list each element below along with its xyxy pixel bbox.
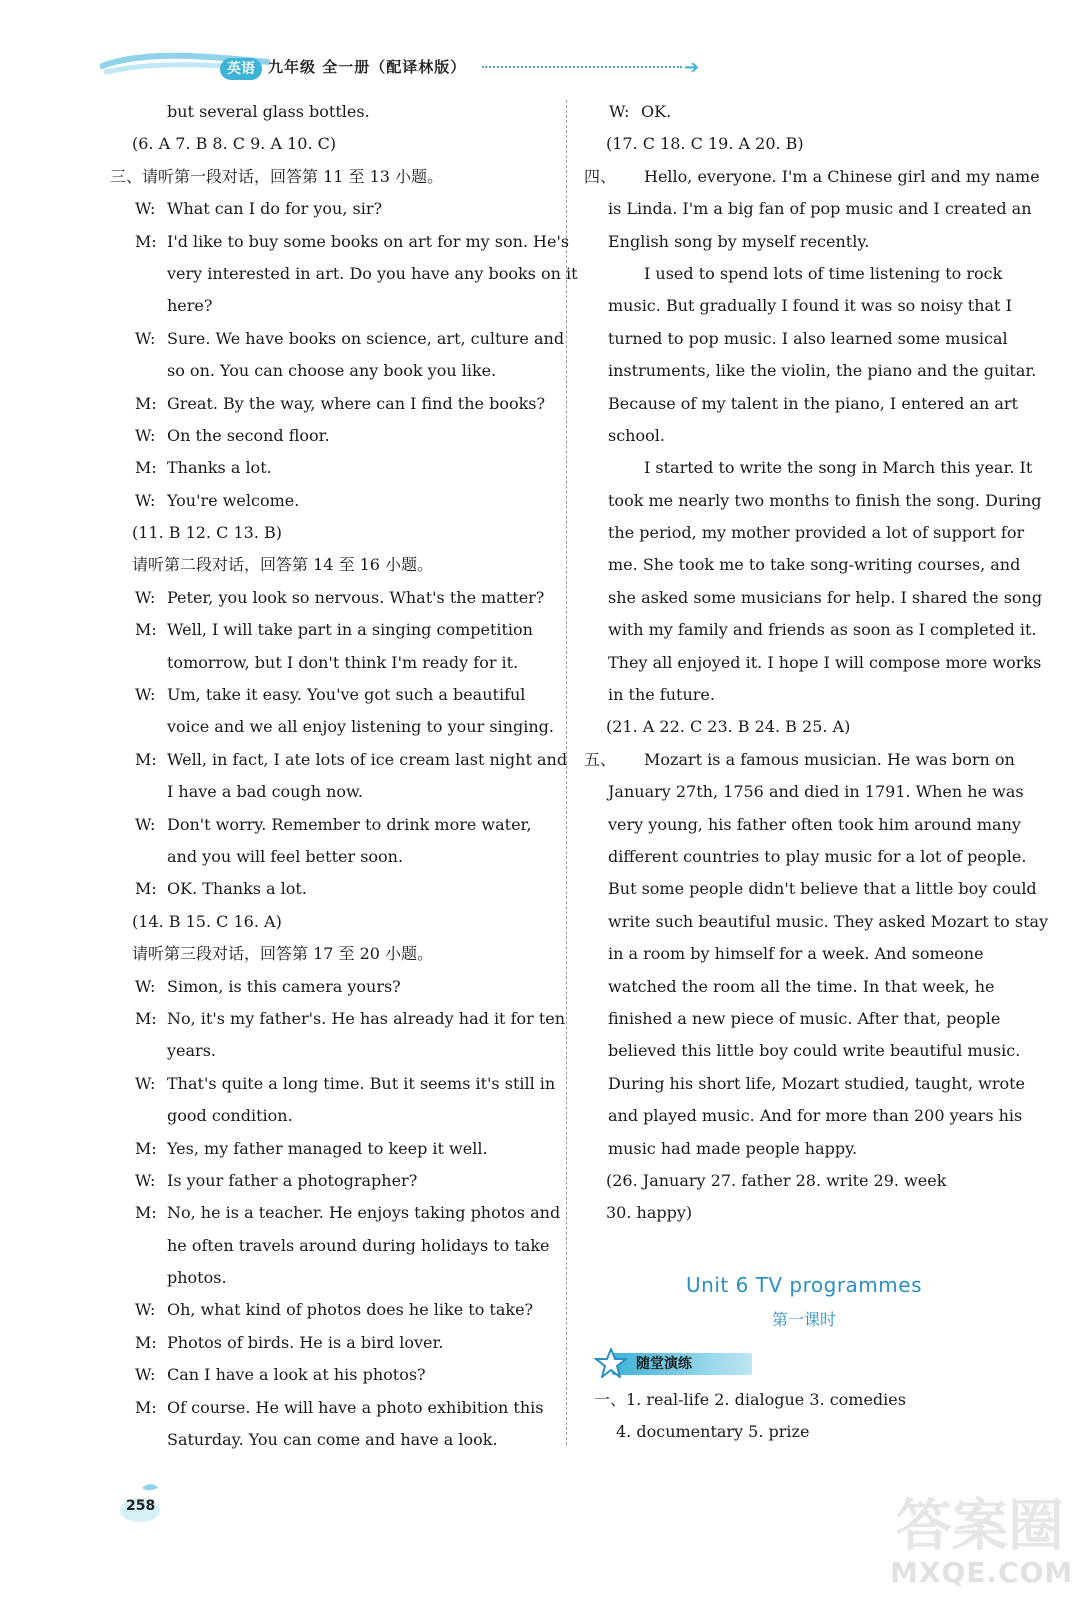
passage-line <box>584 549 1024 581</box>
passage-text: Hello, everyone. I'm a Chinese girl and my name <box>644 166 1040 186</box>
passage-text: is Linda. I'm a big fan of pop music and I created an <box>608 199 1032 219</box>
answer-text: (14. B 15. C 16. A) <box>132 911 282 931</box>
passage-line <box>584 226 1024 258</box>
heading-text: 请听第三段对话，回答第 17 至 20 小题。 <box>132 944 434 964</box>
dialogue-line <box>110 971 555 1003</box>
dialogue-text: tomorrow, but I don't think I'm ready for it. <box>167 652 519 672</box>
speaker-label: M: <box>135 231 157 251</box>
passage-line <box>584 906 1049 938</box>
star-icon <box>594 1348 628 1378</box>
speaker-label: W: <box>135 1365 156 1385</box>
dialogue-line <box>110 582 555 614</box>
dialogue-text: Simon, is this camera yours? <box>167 976 401 996</box>
passage-text: turned to pop music. I also learned some musical <box>608 328 1008 348</box>
dialogue-text: good condition. <box>167 1106 293 1126</box>
answer-key <box>584 1165 1024 1197</box>
passage-line <box>584 971 1024 1003</box>
dialogue-text: Yes, my father managed to keep it well. <box>167 1138 488 1158</box>
passage-text: music had made people happy. <box>608 1138 858 1158</box>
passage-line <box>584 420 1024 452</box>
passage-line <box>584 938 1024 970</box>
passage-text: January 27th, 1756 and died in 1791. When he was <box>608 782 1024 802</box>
answer-text: (26. January 27. father 28. write 29. week <box>606 1170 947 1190</box>
dialogue-continuation <box>110 1100 555 1132</box>
passage-text: very young, his father often took him around many <box>608 814 1021 834</box>
passage-line <box>584 517 1024 549</box>
left-column <box>110 96 578 1456</box>
dialogue-continuation <box>110 1262 555 1294</box>
passage-line <box>584 809 1024 841</box>
dialogue-text: OK. Thanks a lot. <box>167 879 307 899</box>
answer-text: (6. A 7. B 8. C 9. A 10. C) <box>132 134 337 154</box>
dialogue-text: Sure. We have books on science, art, culture and <box>167 328 565 348</box>
dialogue-line <box>110 614 555 646</box>
passage-text: instruments, like the violin, the piano and the guitar. <box>608 361 1037 381</box>
speaker-label: W: <box>609 102 630 121</box>
dialogue-text: Oh, what kind of photos does he like to take? <box>167 1300 534 1320</box>
answer-text: 30. happy) <box>606 1203 693 1223</box>
watermark <box>890 1478 1074 1589</box>
dialogue-text: very interested in art. Do you have any books on it <box>167 263 578 283</box>
dialogue-text: Of course. He will have a photo exhibition this <box>167 1397 544 1417</box>
dialogue-text: Well, I will take part in a singing competition <box>167 620 533 640</box>
dialogue-heading <box>110 549 555 581</box>
speaker-label: W: <box>135 425 156 445</box>
section-heading <box>110 161 555 193</box>
dialogue-line <box>110 452 555 484</box>
dialogue-text: so on. You can choose any book you like. <box>167 361 497 381</box>
passage-line <box>584 290 1024 322</box>
passage-text: the period, my mother provided a lot of support for <box>608 523 1025 543</box>
dialogue-line <box>110 1294 555 1326</box>
speaker-label: W: <box>135 1170 156 1190</box>
answer-key <box>110 128 555 160</box>
dialogue-text: That's quite a long time. But it seems it's still in <box>167 1073 556 1093</box>
passage-text: I started to write the song in March this year. It <box>644 458 1033 478</box>
speaker-label: W: <box>135 490 156 510</box>
dialogue-continuation <box>110 1035 555 1067</box>
unit-title: Unit 6 TV programmes <box>686 1273 922 1297</box>
heading-text: 三、请听第一段对话，回答第 11 至 13 小题。 <box>110 166 444 186</box>
speaker-label: M: <box>135 458 157 478</box>
speaker-label: M: <box>135 879 157 899</box>
exercise-answers <box>594 1384 906 1449</box>
dialogue-line <box>110 1003 566 1035</box>
dialogue-continuation <box>110 258 578 290</box>
dialogue-continuation <box>110 1424 555 1456</box>
speaker-label: M: <box>135 1203 157 1223</box>
dialogue-text: On the second floor. <box>167 425 330 445</box>
dialogue-text: Great. By the way, where can I find the books? <box>167 393 546 413</box>
passage-text: During his short life, Mozart studied, taught, wrote <box>608 1073 1025 1093</box>
heading-text: 请听第二段对话，回答第 14 至 16 小题。 <box>132 555 434 575</box>
page-number-badge <box>118 1482 168 1524</box>
speaker-label: M: <box>135 749 157 769</box>
passage-line <box>584 679 1024 711</box>
passage-line <box>584 1068 1024 1100</box>
answer-key <box>584 711 1024 743</box>
passage-line <box>584 388 1024 420</box>
dialogue-text: Um, take it easy. You've got such a beautiful <box>167 685 526 705</box>
passage-text: Mozart is a famous musician. He was born on <box>644 749 1015 769</box>
passage-text: English song by myself recently. <box>608 231 870 251</box>
dialogue-line <box>110 323 565 355</box>
dialogue-line <box>110 873 555 905</box>
header-dotted-line <box>482 66 682 68</box>
speaker-label: W: <box>135 1073 156 1093</box>
dialogue-text: Thanks a lot. <box>167 458 272 478</box>
page-number: 258 <box>126 1498 156 1514</box>
section-number: 四、 <box>584 166 617 186</box>
speaker-label: W: <box>135 1300 156 1320</box>
passage-text: But some people didn't believe that a little boy could <box>608 879 1037 899</box>
dialogue-line <box>110 1197 561 1229</box>
lesson-title: 第一课时 <box>771 1310 836 1329</box>
passage-line <box>584 647 1042 679</box>
passage-line <box>584 1035 1024 1067</box>
dialogue-text: photos. <box>167 1268 227 1288</box>
practice-banner <box>594 1348 754 1378</box>
passage-text: write such beautiful music. They asked Mozart to stay <box>608 911 1049 931</box>
speaker-label: M: <box>135 393 157 413</box>
dialogue-line <box>110 226 570 258</box>
section-start-line <box>584 161 1040 193</box>
dialogue-text: Is your father a photographer? <box>167 1170 418 1190</box>
section-start-line <box>584 744 1024 776</box>
dialogue-continuation <box>110 776 555 808</box>
speaker-label: M: <box>135 1138 157 1158</box>
passage-text: in a room by himself for a week. And someone <box>608 944 984 964</box>
dialogue-line <box>110 679 555 711</box>
dialogue-line <box>110 744 568 776</box>
practice-label: 随堂演练 <box>636 1356 692 1372</box>
dialogue-line <box>110 1133 555 1165</box>
dialogue-line <box>110 1392 555 1424</box>
dialogue-text: Don't worry. Remember to drink more water, <box>167 814 532 834</box>
dialogue-line <box>584 96 1024 128</box>
dialogue-heading <box>110 938 555 970</box>
passage-text: with my family and friends as soon as I completed it. <box>608 620 1037 640</box>
dialogue-text: Can I have a look at his photos? <box>167 1365 426 1385</box>
dialogue-text: I'd like to buy some books on art for my son. He's <box>167 231 570 251</box>
exercise-line: 4. documentary 5. prize <box>616 1422 810 1442</box>
exercise-line: 一、1. real-life 2. dialogue 3. comedies <box>594 1390 906 1409</box>
speaker-label: W: <box>135 587 156 607</box>
dialogue-text: here? <box>167 296 213 316</box>
passage-text: music. But gradually I found it was so noisy that I <box>608 296 1012 316</box>
speaker-label: M: <box>135 1332 157 1352</box>
speaker-label: M: <box>135 1397 157 1417</box>
passage-text: They all enjoyed it. I hope I will compose more works <box>608 652 1042 672</box>
passage-text: in the future. <box>608 685 715 705</box>
speaker-label: W: <box>135 685 156 705</box>
passage-text: watched the room all the time. In that week, he <box>608 976 995 996</box>
passage-line <box>584 485 1042 517</box>
passage-text: I used to spend lots of time listening to rock <box>644 263 1003 283</box>
dialogue-text: What can I do for you, sir? <box>167 199 383 219</box>
speaker-label: W: <box>135 328 156 348</box>
passage-line <box>584 614 1037 646</box>
passage-text: believed this little boy could write beautiful music. <box>608 1041 1021 1061</box>
dialogue-text: years. <box>167 1041 216 1061</box>
dialogue-line <box>110 809 555 841</box>
dialogue-text: No, he is a teacher. He enjoys taking photos and <box>167 1203 561 1223</box>
dialogue-text: You're welcome. <box>167 490 300 510</box>
arrow-right-icon: ➔ <box>684 57 700 78</box>
section-number: 五、 <box>584 749 617 769</box>
speaker-label: M: <box>135 620 157 640</box>
right-column <box>584 96 1049 1230</box>
paragraph-start <box>584 258 1024 290</box>
passage-line <box>584 582 1043 614</box>
subject-badge: 英语 <box>220 58 262 80</box>
answer-key <box>584 1197 1024 1229</box>
dialogue-line <box>110 420 555 452</box>
dialogue-text: OK. <box>641 102 672 121</box>
passage-text: and played music. And for more than 200 years his <box>608 1106 1023 1126</box>
dialogue-line <box>110 193 555 225</box>
dialogue-text: Saturday. You can come and have a look. <box>167 1430 498 1450</box>
dialogue-line <box>110 1165 555 1197</box>
passage-line <box>584 1003 1024 1035</box>
passage-line <box>584 1133 1024 1165</box>
dialogue-text: but several glass bottles. <box>167 102 370 121</box>
answer-text: (17. C 18. C 19. A 20. B) <box>606 134 804 154</box>
dialogue-line <box>110 1327 555 1359</box>
dialogue-line <box>110 1359 555 1391</box>
answer-text: (21. A 22. C 23. B 24. B 25. A) <box>606 717 851 737</box>
speaker-label: W: <box>135 199 156 219</box>
passage-line <box>584 1100 1024 1132</box>
dialogue-text: he often travels around during holidays to take <box>167 1235 550 1255</box>
speaker-label: M: <box>135 1008 157 1028</box>
answer-key <box>110 517 555 549</box>
passage-line <box>584 355 1037 387</box>
passage-text: school. <box>608 425 665 445</box>
passage-text: finished a new piece of music. After that, people <box>608 1008 1001 1028</box>
unit-heading <box>584 1267 1024 1337</box>
dialogue-line <box>110 1068 555 1100</box>
passage-text: Because of my talent in the piano, I entered an art <box>608 393 1018 413</box>
answer-key <box>110 906 555 938</box>
passage-text: me. She took me to take song-writing courses, and <box>608 555 1021 575</box>
passage-text: took me nearly two months to finish the song. During <box>608 490 1042 510</box>
dialogue-text: I have a bad cough now. <box>167 782 363 802</box>
dialogue-text: Well, in fact, I ate lots of ice cream last night and <box>167 749 568 769</box>
dialogue-continuation <box>110 355 555 387</box>
passage-text: she asked some musicians for help. I shared the song <box>608 587 1043 607</box>
dialogue-text: Peter, you look so nervous. What's the matter? <box>167 587 545 607</box>
speaker-label: W: <box>135 814 156 834</box>
dialogue-text: No, it's my father's. He has already had it for ten <box>167 1008 566 1028</box>
dialogue-continuation <box>110 711 555 743</box>
dialogue-text: and you will feel better soon. <box>167 846 404 866</box>
answer-key <box>584 128 1024 160</box>
passage-line <box>584 873 1037 905</box>
speaker-label: W: <box>135 976 156 996</box>
passage-text: different countries to play music for a lot of people. <box>608 846 1027 866</box>
dialogue-line <box>110 485 555 517</box>
page-header <box>0 0 1089 90</box>
watermark-logo-text: 答案圈 <box>896 1494 1064 1559</box>
passage-line <box>584 323 1024 355</box>
paragraph-start <box>584 452 1033 484</box>
passage-line <box>584 841 1027 873</box>
dialogue-continuation <box>110 841 555 873</box>
passage-line <box>584 776 1024 808</box>
dialogue-continuation <box>110 647 555 679</box>
dialogue-line <box>110 388 555 420</box>
watermark-url: MXQE.COM <box>890 1556 1074 1589</box>
answer-text: (11. B 12. C 13. B) <box>132 523 283 543</box>
dialogue-text: Photos of birds. He is a bird lover. <box>167 1332 444 1352</box>
book-title: 九年级 全一册（配译林版） <box>268 58 467 76</box>
dialogue-continuation <box>110 290 555 322</box>
dialogue-continuation <box>110 1230 555 1262</box>
dialogue-text: voice and we all enjoy listening to your singing. <box>167 717 554 737</box>
dialogue-continuation <box>110 96 555 128</box>
passage-line <box>584 193 1032 225</box>
